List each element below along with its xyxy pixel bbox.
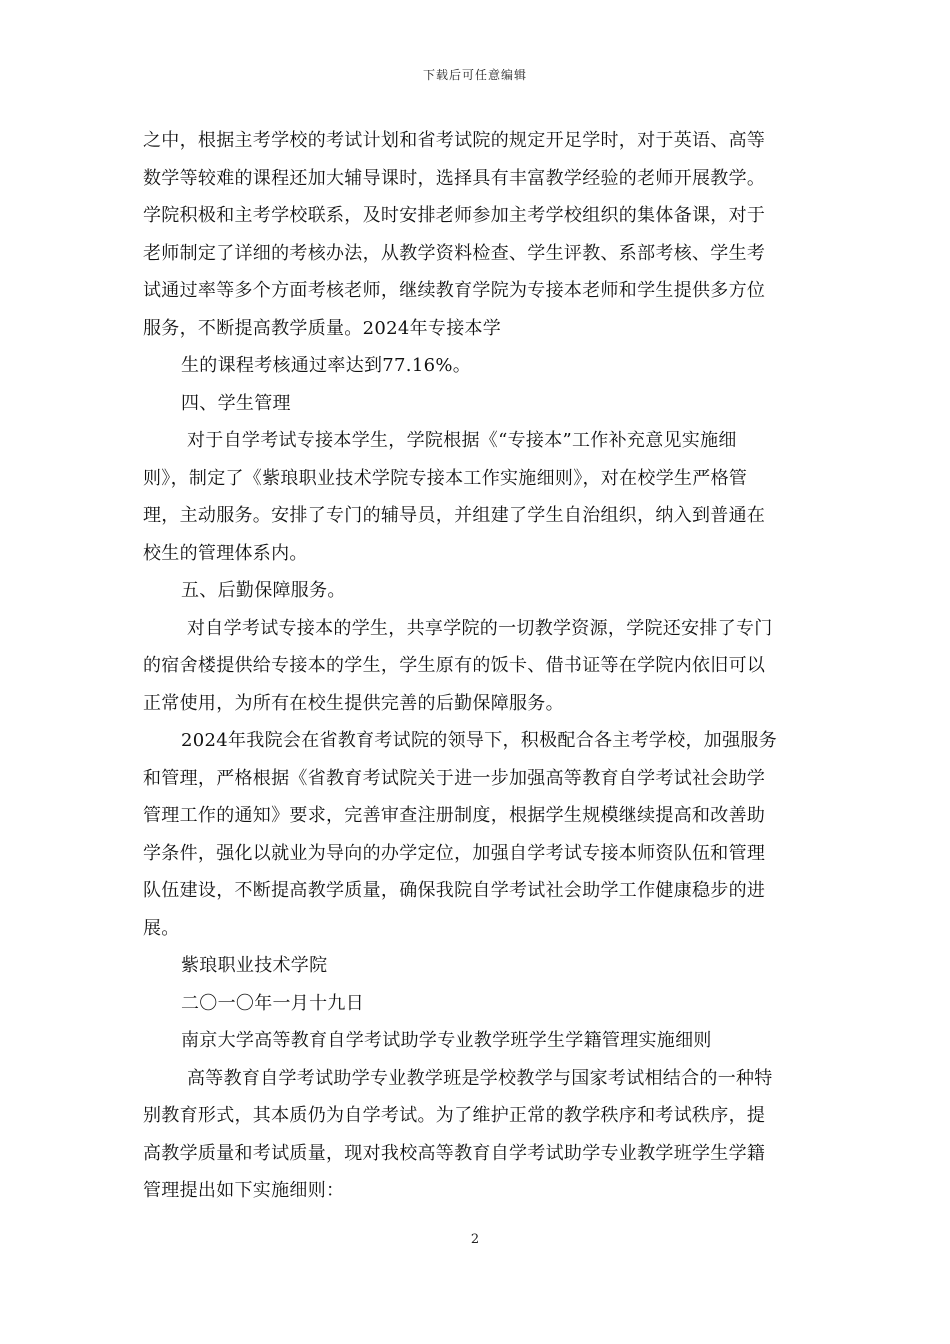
text-line: 学条件，强化以就业为导向的办学定位，加强自学考试专接本师资队伍和管理 [143, 842, 766, 864]
text-line: 2024年我院会在省教育考试院的领导下，积极配合各主考学校，加强服务 [181, 730, 778, 751]
signature-org: 紫琅职业技术学院 [181, 955, 328, 976]
text-line: 正常使用，为所有在校生提供完善的后勤保障服务。 [143, 692, 564, 714]
document-title: 南京大学高等教育自学考试助学专业教学班学生学籍管理实施细则 [181, 1030, 712, 1051]
text-line: 别教育形式，其本质仍为自学考试。为了维护正常的教学秩序和考试秩序，提 [143, 1105, 766, 1126]
text-line: 对自学考试专接本的学生，共享学院的一切教学资源，学院还安排了专门 [187, 617, 773, 639]
text-line: 学院积极和主考学校联系，及时安排老师参加主考学校组织的集体备课，对于 [143, 205, 766, 226]
document-body [143, 122, 813, 1210]
text-line: 和管理，严格根据《省教育考试院关于进一步加强高等教育自学考试社会助学 [143, 767, 766, 789]
section-heading: 四、学生管理 [181, 392, 291, 414]
text-line: 服务，不断提高教学质量。2024年专接本学 [143, 317, 502, 339]
text-line: 对于自学考试专接本学生，学院根据《“专接本”工作补充意见实施细 [187, 430, 737, 451]
text-line: 生的课程考核通过率达到77.16%。 [181, 355, 472, 376]
text-line: 展。 [143, 917, 180, 939]
text-line: 理，主动服务。安排了专门的辅导员，并组建了学生自治组织，纳入到普通在 [143, 505, 766, 526]
text-line: 数学等较难的课程还加大辅导课时，选择具有丰富教学经验的老师开展教学。 [143, 167, 766, 189]
text-line: 老师制定了详细的考核办法，从教学资料检查、学生评教、系部考核、学生考 [143, 242, 766, 264]
text-line: 之中，根据主考学校的考试计划和省考试院的规定开足学时，对于英语、高等 [143, 130, 766, 151]
page-header-note: 下载后可任意编辑 [422, 68, 527, 82]
text-line: 管理提出如下实施细则： [143, 1180, 345, 1201]
text-line: 则》，制定了《紫琅职业技术学院专接本工作实施细则》，对在校学生严格管 [143, 467, 748, 489]
text-line: 队伍建设，不断提高教学质量，确保我院自学考试社会助学工作健康稳步的进 [143, 880, 766, 901]
page-number: 2 [470, 1232, 480, 1247]
text-line: 试通过率等多个方面考核老师，继续教育学院为专接本老师和学生提供多方位 [143, 280, 766, 301]
text-line: 高等教育自学考试助学专业教学班是学校教学与国家考试相结合的一种特 [187, 1067, 773, 1089]
text-line: 校生的管理体系内。 [143, 542, 308, 564]
text-line: 高教学质量和考试质量，现对我校高等教育自学考试助学专业教学班学生学籍 [143, 1142, 766, 1164]
signature-date: 二〇一〇年一月十九日 [181, 992, 364, 1014]
text-line: 的宿舍楼提供给专接本的学生，学生原有的饭卡、借书证等在学院内依旧可以 [143, 655, 766, 676]
section-heading: 五、后勤保障服务。 [181, 580, 346, 601]
text-line: 管理工作的通知》要求，完善审查注册制度，根据学生规模继续提高和改善助 [143, 805, 766, 826]
